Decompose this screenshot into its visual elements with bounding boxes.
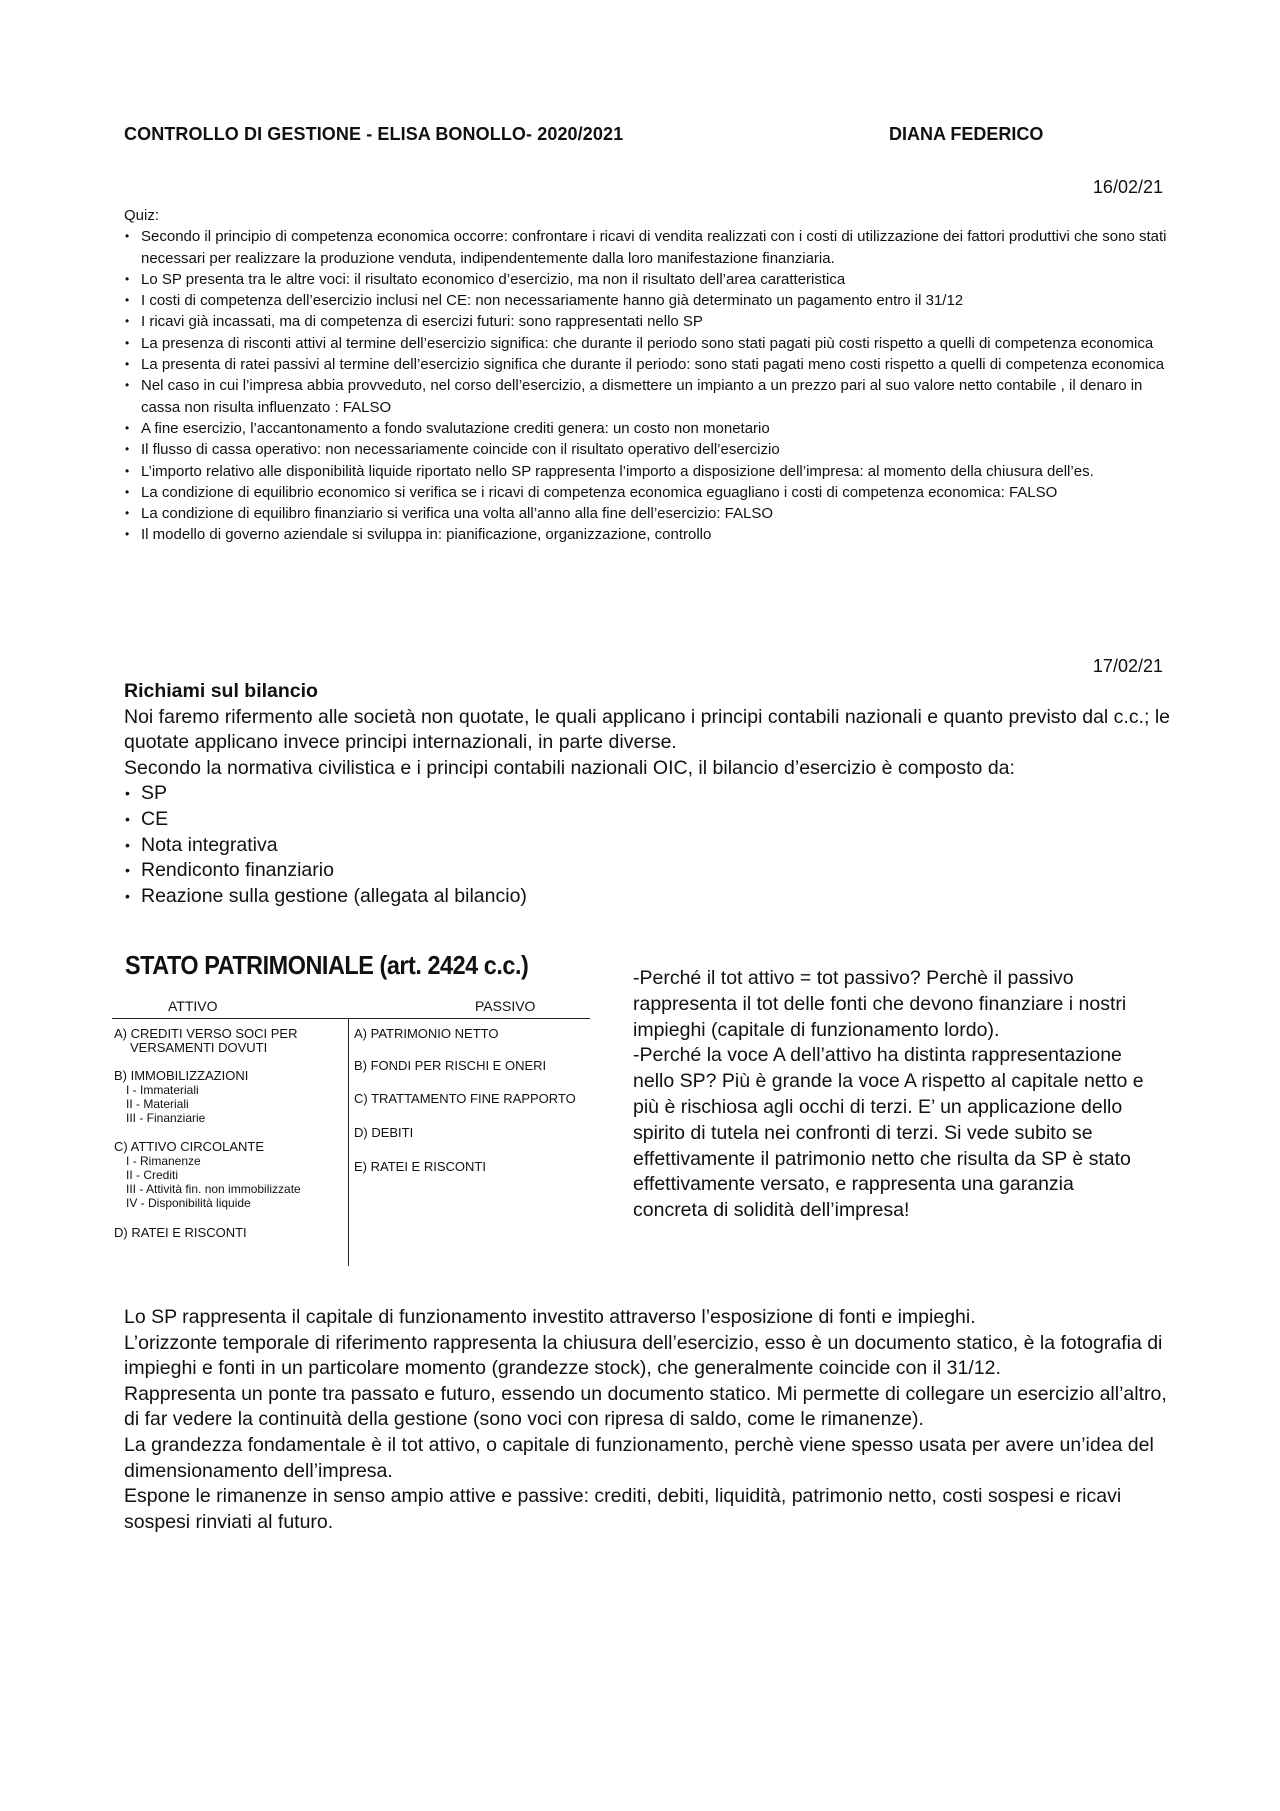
list-item: • Lo SP presenta tra le altre voci: il risultato economico d’esercizio, ma non il risultato dell’area caratteristica bbox=[124, 269, 1174, 290]
list-item: • CE bbox=[124, 807, 1174, 833]
attivo-subitem: II - Crediti bbox=[126, 1168, 179, 1182]
quiz-title: Quiz: bbox=[124, 207, 160, 224]
passivo-item: C) TRATTAMENTO FINE RAPPORTO bbox=[354, 1091, 576, 1106]
list-item: • Il modello di governo aziendale si sviluppa in: pianificazione, organizzazione, controllo bbox=[124, 524, 1174, 545]
date-second: 17/02/21 bbox=[1092, 656, 1163, 676]
list-item: • Nota integrativa bbox=[124, 833, 1174, 859]
passivo-item: B) FONDI PER RISCHI E ONERI bbox=[354, 1058, 547, 1073]
table-header-divider bbox=[112, 1018, 590, 1019]
attivo-subitem: III - Attività fin. non immobilizzate bbox=[126, 1182, 301, 1196]
quiz-list bbox=[124, 226, 1174, 545]
list-item: • La condizione di equilibrio economico si verifica se i ricavi di competenza economica eguagliano i costi di competenza economica: FALSO bbox=[124, 482, 1174, 503]
paragraph: L’orizzonte temporale di riferimento rappresenta la chiusura dell’esercizio, esso è un documento statico, è la fotografia di impieghi e fonti in un particolare momento (grandezze stock), che generalmente coincide con il 31/12. bbox=[124, 1331, 1163, 1380]
attivo-subitem: I - Immateriali bbox=[126, 1083, 199, 1097]
section-heading: Richiami sul bilancio bbox=[124, 680, 318, 702]
list-item: • L’importo relativo alle disponibilità liquide riportato nello SP rappresenta l’importo a disposizione dell’impresa: al momento della chiusura dell’es. bbox=[124, 461, 1174, 482]
document-author: DIANA FEDERICO bbox=[889, 124, 1044, 144]
stato-patrimoniale-figure bbox=[110, 950, 602, 1270]
list-item: • La condizione di equilibro finanziario si verifica una volta all’anno alla fine dell’esercizio: FALSO bbox=[124, 503, 1174, 524]
attivo-item: D) RATEI E RISCONTI bbox=[114, 1225, 247, 1240]
bilancio-list bbox=[124, 781, 1174, 909]
table-column-divider bbox=[348, 1018, 349, 1266]
sp-description bbox=[124, 1305, 1174, 1535]
date-first: 16/02/21 bbox=[1092, 177, 1163, 197]
attivo-item: VERSAMENTI DOVUTI bbox=[130, 1040, 268, 1055]
list-item: • Reazione sulla gestione (allegata al bilancio) bbox=[124, 884, 1174, 910]
attivo-item: C) ATTIVO CIRCOLANTE bbox=[114, 1139, 264, 1154]
list-item: • Rendiconto finanziario bbox=[124, 858, 1174, 884]
list-item: • Secondo il principio di competenza economica occorre: confrontare i ricavi di vendita realizzati con i costi di utilizzazione dei fattori produttivi che sono stati necessari per realizzare la produzione venduta, indipendentemente dalla loro manifestazione finanziaria. bbox=[124, 226, 1174, 269]
list-item: • Il flusso di cassa operativo: non necessariamente coincide con il risultato operativo dell’esercizio bbox=[124, 439, 1174, 460]
paragraph: Noi faremo rifermento alle società non quotate, le quali applicano i principi contabili nazionali e quanto previsto dal c.c.; le quotate applicano invece principi internazionali, in parte diverse. bbox=[124, 705, 1171, 754]
attivo-subitem: I - Rimanenze bbox=[126, 1154, 201, 1168]
list-item: • A fine esercizio, l’accantonamento a fondo svalutazione crediti genera: un costo non monetario bbox=[124, 418, 1174, 439]
passivo-item: A) PATRIMONIO NETTO bbox=[354, 1026, 499, 1041]
sp-title: STATO PATRIMONIALE (art. 2424 c.c.) bbox=[125, 950, 529, 980]
quiz-section bbox=[124, 205, 1174, 546]
attivo-subitem: III - Finanziarie bbox=[126, 1111, 206, 1125]
list-item: • La presenza di risconti attivi al termine dell’esercizio significa: che durante il periodo sono stati pagati più costi rispetto a quelli di competenza economica bbox=[124, 333, 1174, 354]
attivo-item: A) CREDITI VERSO SOCI PER bbox=[114, 1026, 298, 1041]
passivo-item: E) RATEI E RISCONTI bbox=[354, 1159, 486, 1174]
sp-notes bbox=[633, 966, 1153, 1224]
attivo-header: ATTIVO bbox=[168, 998, 218, 1014]
list-item: • Nel caso in cui l’impresa abbia provveduto, nel corso dell’esercizio, a dismettere un impianto a un prezzo pari al suo valore netto contabile , il denaro in cassa non risulta influenzato : FALSO bbox=[124, 375, 1174, 418]
paragraph: Lo SP rappresenta il capitale di funzionamento investito attraverso l’esposizione di fonti e impieghi. bbox=[124, 1306, 976, 1328]
paragraph: -Perché la voce A dell’attivo ha distinta rappresentazione nello SP? Più è grande la voce A rispetto al capitale netto e più è rischiosa agli occhi di terzi. E’ un applicazione dello spirito di tutela nei confronti di terzi. Si vede subito se effettivamente il patrimonio netto che risulta da SP è stato effettivamente versato, e rappresenta una garanzia concreta di solidità dell’impresa! bbox=[633, 1044, 1144, 1222]
attivo-item: B) IMMOBILIZZAZIONI bbox=[114, 1068, 249, 1083]
passivo-item: D) DEBITI bbox=[354, 1125, 414, 1140]
attivo-subitem: II - Materiali bbox=[126, 1097, 189, 1111]
paragraph: Secondo la normativa civilistica e i principi contabili nazionali OIC, il bilancio d’esercizio è composto da: bbox=[124, 756, 1015, 779]
paragraph: Rappresenta un ponte tra passato e futuro, essendo un documento statico. Mi permette di collegare un esercizio all’altro, di far vedere la continuità della gestione (sono voci con ripresa di saldo, come le rimanenze). bbox=[124, 1382, 1167, 1431]
list-item: • I ricavi già incassati, ma di competenza di esercizi futuri: sono rappresentati nello SP bbox=[124, 311, 1174, 332]
attivo-subitem: IV - Disponibilità liquide bbox=[126, 1196, 251, 1210]
list-item: • La presenta di ratei passivi al termine dell’esercizio significa che durante il periodo: sono stati pagati meno costi rispetto a quelli di competenza economica bbox=[124, 354, 1174, 375]
document-title: CONTROLLO DI GESTIONE - ELISA BONOLLO- 2020/2021 bbox=[124, 124, 624, 144]
list-item: • SP bbox=[124, 781, 1174, 807]
richiami-section bbox=[124, 679, 1174, 909]
paragraph: La grandezza fondamentale è il tot attivo, o capitale di funzionamento, perchè viene spesso usata per avere un’idea del dimensionamento dell’impresa. bbox=[124, 1433, 1154, 1482]
paragraph: -Perché il tot attivo = tot passivo? Perchè il passivo rappresenta il tot delle fonti che devono finanziare i nostri impieghi (capitale di funzionamento lordo). bbox=[633, 967, 1127, 1041]
passivo-header: PASSIVO bbox=[475, 998, 536, 1014]
list-item: • I costi di competenza dell’esercizio inclusi nel CE: non necessariamente hanno già determinato un pagamento entro il 31/12 bbox=[124, 290, 1174, 311]
paragraph: Espone le rimanenze in senso ampio attive e passive: crediti, debiti, liquidità, patrimonio netto, costi sospesi e ricavi sospesi rinviati al futuro. bbox=[124, 1485, 1122, 1533]
